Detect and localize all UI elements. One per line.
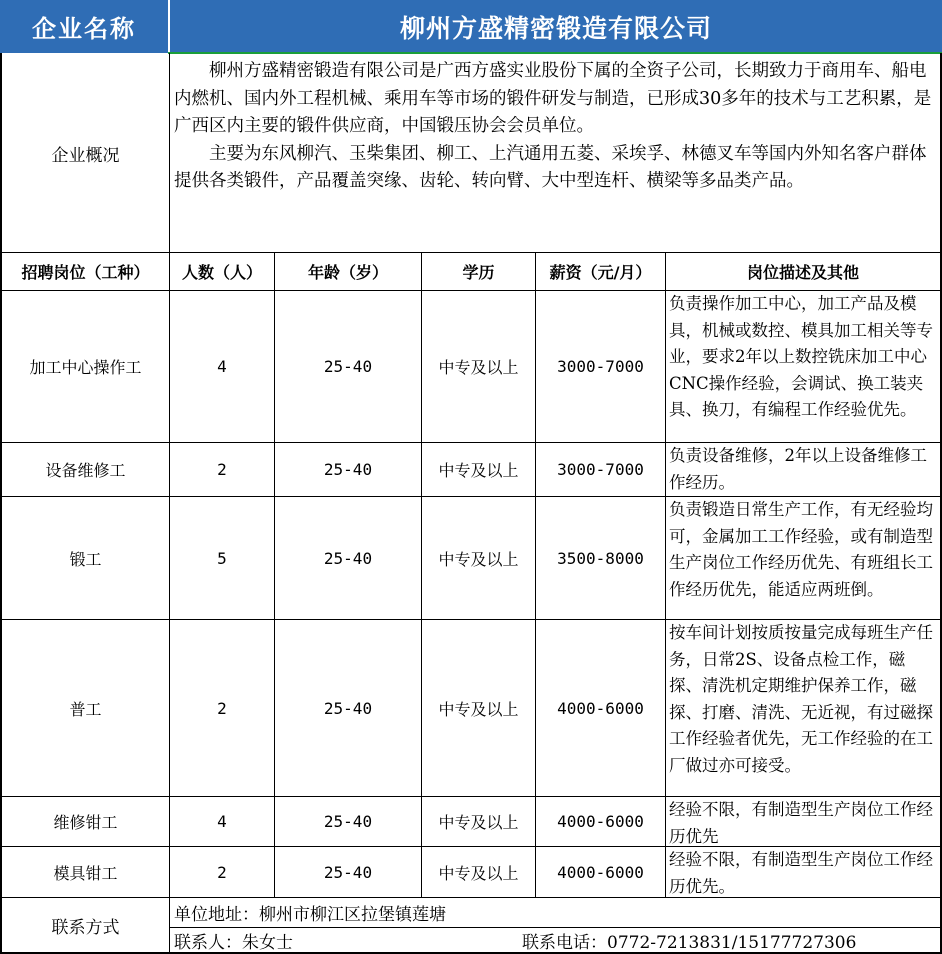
header-description: 岗位描述及其他 [746,263,859,282]
row-description: 负责锻造日常生产工作，有无经验均可，金属加工工作经验，或有制造型生产岗位工作经历优先、有班组长工作经历优先，能适应两班倒。 [669,500,933,599]
overview-text [172,57,940,250]
row-description: 负责操作加工中心，加工产品及模具，机械或数控、模具加工相关等专业，要求2年以上数控铣床加工中心CNC操作经验，会调试、换工装夹具、换刀，有编程工作经验优先。 [669,294,933,420]
company-name-label: 企业名称 [0,0,168,53]
row-age: 25-40 [323,548,373,568]
row-education: 中专及以上 [438,863,519,883]
row-post: 普工 [69,699,102,719]
row-salary: 3500-8000 [557,548,644,568]
row-count: 4 [217,357,227,376]
row-post: 设备维修工 [45,461,126,480]
row-salary: 3000-7000 [557,460,644,479]
row-education: 中专及以上 [438,699,519,719]
row-count: 2 [217,862,227,882]
row-salary: 4000-6000 [557,862,644,882]
row-description: 经验不限，有制造型生产岗位工作经历优先。 [669,850,933,896]
overview-paragraph-2: 主要为东风柳汽、玉柴集团、柳工、上汽通用五菱、采埃孚、林德叉车等国内外知名客户群体提供各类锻件，产品覆盖突缘、齿轮、转向臂、大中型连杆、横梁等多品类产品。 [174,143,927,191]
row-education: 中专及以上 [438,358,519,377]
row-post: 维修钳工 [53,813,118,832]
company-name-title: 柳州方盛精密锻造有限公司 [170,0,942,53]
row-post: 加工中心操作工 [29,358,142,377]
header-post: 招聘岗位（工种） [21,263,150,282]
header-education: 学历 [462,263,495,282]
row-salary: 4000-6000 [557,812,644,831]
row-description: 按车间计划按质按量完成每班生产任务，日常2S、设备点检工作，磁探、清洗机定期维护保养工作，磁探、打磨、清洗、无近视，有过磁探工作经验者优先，无工作经验的在工厂做过亦可接受。 [669,623,933,775]
header-age: 年龄（岁） [307,263,388,282]
row-description: 负责设备维修，2年以上设备维修工作经历。 [669,446,927,492]
row-education: 中专及以上 [438,813,519,832]
row-salary: 4000-6000 [557,698,644,718]
row-count: 4 [217,812,227,831]
header-count: 人数（人） [181,263,262,282]
row-education: 中专及以上 [438,549,519,569]
row-post: 锻工 [69,549,102,569]
row-count: 5 [217,548,227,568]
row-education: 中专及以上 [438,461,519,480]
header-salary: 薪资（元/月） [549,263,652,282]
row-age: 25-40 [323,812,373,831]
contact-label: 联系方式 [51,917,120,938]
contact-phone: 联系电话：0772-7213831/15177727306 [522,932,857,952]
contact-address: 单位地址：柳州市柳江区拉堡镇莲塘 [174,905,446,925]
row-salary: 3000-7000 [557,357,644,376]
row-age: 25-40 [323,698,373,718]
overview-paragraph-1: 柳州方盛精密锻造有限公司是广西方盛实业股份下属的全资子公司，长期致力于商用车、船电内燃机、国内外工程机械、乘用车等市场的锻件研发与制造，已形成30多年的技术与工艺积累，是广西区内主要的锻件供应商，中国锻压协会会员单位。 [174,61,932,136]
row-age: 25-40 [323,862,373,882]
row-description: 经验不限，有制造型生产岗位工作经历优先 [669,800,933,846]
row-age: 25-40 [323,357,373,376]
row-post: 模具钳工 [53,863,118,883]
header-accent-line [168,52,942,54]
contact-person: 联系人：朱女士 [174,932,293,952]
row-count: 2 [217,460,227,479]
row-age: 25-40 [323,460,373,479]
overview-label: 企业概况 [51,145,120,166]
row-count: 2 [217,698,227,718]
